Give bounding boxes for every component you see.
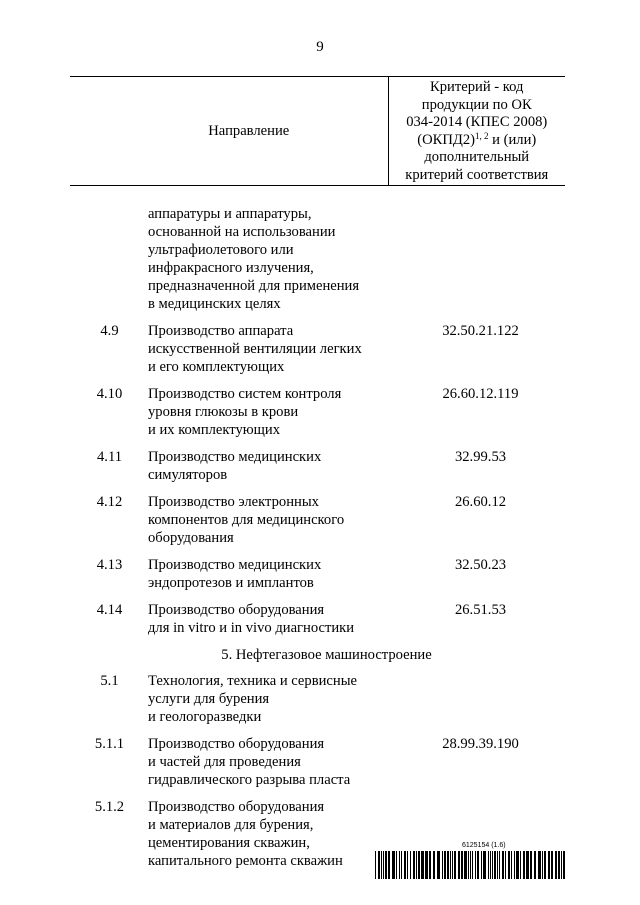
row-direction: [145, 601, 388, 646]
barcode-bar: [492, 851, 493, 879]
barcode-bar: [429, 851, 431, 879]
table-row: [70, 735, 565, 798]
barcode-bar: [458, 851, 460, 879]
barcode-bar: [454, 851, 456, 879]
barcode-bar: [447, 851, 449, 879]
barcode-label: 6125154 (1.6): [462, 842, 506, 849]
direction-line: Производство медицинских: [148, 448, 322, 465]
barcode-bar: [450, 851, 451, 879]
barcode-bar: [378, 851, 380, 879]
row-number: 4.13: [96, 556, 123, 573]
direction-line: гидравлического разрыва пласта: [148, 771, 351, 788]
barcode-bar: [563, 851, 565, 879]
barcode-bar: [548, 851, 550, 879]
direction-line: в медицинских целях: [148, 295, 281, 312]
row-code: 32.50.23: [454, 556, 507, 573]
barcode-bar: [551, 851, 553, 879]
row-code: 26.51.53: [454, 601, 507, 618]
barcode-bar: [514, 851, 515, 879]
direction-line: основанной на использовании: [148, 223, 336, 240]
row-number: 4.9: [100, 322, 119, 339]
row-direction: [145, 448, 388, 493]
table-row: [70, 322, 565, 385]
row-direction: [145, 322, 388, 385]
direction-line: Производство медицинских: [148, 556, 322, 573]
barcode-bar: [381, 851, 382, 879]
barcode-bar: [508, 851, 510, 879]
barcode-bar: [499, 851, 500, 879]
barcode-bar: [511, 851, 512, 879]
row-number: 5.1: [100, 672, 119, 689]
direction-line: оборудования: [148, 529, 234, 546]
row-code: [388, 185, 565, 322]
direction-line: Производство электронных: [148, 493, 319, 510]
row-code: 28.99.39.190: [442, 735, 519, 752]
barcode-bar: [475, 851, 476, 879]
criteria-table: [70, 76, 565, 879]
barcode-bar: [520, 851, 521, 879]
table-row: [70, 185, 565, 322]
or-label: и (или): [488, 131, 537, 148]
row-direction: [145, 185, 388, 322]
direction-line: и его комплектующих: [148, 358, 285, 375]
barcode-bar: [399, 851, 400, 879]
barcode-image: [375, 851, 565, 879]
header-criterion-line: дополнительный: [424, 149, 530, 166]
header-criterion-line: критерий соответствия: [405, 166, 549, 183]
footnote-ref: 1, 2: [475, 130, 489, 141]
okpd-label: (ОКПД2): [417, 131, 476, 148]
barcode-bar: [421, 851, 424, 879]
table-header: [70, 77, 565, 186]
row-number: 5.1.1: [94, 735, 125, 752]
barcode-bar: [477, 851, 479, 879]
row-number: 5.1.2: [94, 798, 125, 815]
row-number: 4.12: [96, 493, 123, 510]
barcode-bar: [407, 851, 408, 879]
table-row: [70, 448, 565, 493]
direction-line: капитального ремонта скважин: [148, 852, 343, 869]
direction-line: предназначенной для применения: [148, 277, 360, 294]
row-number: [70, 185, 145, 322]
barcode-bar: [472, 851, 473, 879]
table-row: [70, 385, 565, 448]
direction-line: уровня глюкозы в крови: [148, 403, 299, 420]
barcode-bar: [452, 851, 453, 879]
row-code: [388, 672, 565, 735]
barcode-bar: [375, 851, 376, 879]
direction-line: цементирования скважин,: [148, 834, 310, 851]
row-code: 26.60.12: [454, 493, 507, 510]
direction-line: эндопротезов и имплантов: [148, 574, 314, 591]
barcode-bar: [516, 851, 519, 879]
barcode-bar: [505, 851, 506, 879]
barcode-bar: [534, 851, 536, 879]
direction-line: аппаратуры и аппаратуры,: [148, 205, 312, 222]
row-direction: [145, 385, 388, 448]
table-row: [70, 556, 565, 601]
barcode-bar: [392, 851, 395, 879]
barcode-bar: [544, 851, 546, 879]
direction-line: Производство аппарата: [148, 322, 294, 339]
barcode-bar: [538, 851, 541, 879]
barcode-bar: [497, 851, 498, 879]
page-number: 9: [316, 39, 324, 55]
barcode-bar: [488, 851, 489, 879]
barcode-bar: [433, 851, 435, 879]
barcode-bar: [383, 851, 384, 879]
direction-line: для in vitro и in vivo диагностики: [148, 619, 355, 636]
table-body-medical: [70, 185, 565, 646]
row-direction: [145, 556, 388, 601]
barcode-bar: [483, 851, 486, 879]
table-row: [70, 672, 565, 735]
barcode-bar: [530, 851, 532, 879]
barcode-bar: [490, 851, 491, 879]
direction-line: Производство оборудования: [148, 601, 325, 618]
direction-line: инфракрасного излучения,: [148, 259, 314, 276]
direction-line: услуги для бурения: [148, 690, 270, 707]
barcode-bar: [526, 851, 529, 879]
barcode-bar: [523, 851, 525, 879]
row-number: 4.11: [97, 448, 122, 465]
barcode-bar: [470, 851, 471, 879]
direction-line: симуляторов: [148, 466, 228, 483]
direction-line: искусственной вентиляции легких: [148, 340, 362, 357]
barcode-bar: [404, 851, 406, 879]
direction-line: ультрафиолетового или: [148, 241, 294, 258]
header-criterion-line: [389, 132, 566, 150]
barcode-bar: [425, 851, 428, 879]
barcode-bar: [468, 851, 469, 879]
barcode-bar: [416, 851, 417, 879]
header-criterion: [388, 77, 565, 186]
barcode-bar: [558, 851, 560, 879]
row-direction: [145, 798, 388, 879]
barcode-bar: [464, 851, 467, 879]
barcode-bar: [418, 851, 420, 879]
barcode-bar: [401, 851, 402, 879]
barcode-bar: [481, 851, 482, 879]
header-direction: Направление: [70, 77, 388, 186]
table-row: [70, 493, 565, 556]
barcode-bar: [396, 851, 397, 879]
direction-line: и материалов для бурения,: [148, 816, 314, 833]
header-criterion-line: Критерий - код: [430, 79, 524, 95]
barcode-bar: [413, 851, 415, 879]
barcode-bar: [461, 851, 463, 879]
barcode-bar: [410, 851, 411, 879]
barcode-bar: [442, 851, 443, 879]
table-row: [70, 601, 565, 646]
direction-line: и геологоразведки: [148, 708, 262, 725]
barcode-bar: [542, 851, 543, 879]
row-direction: [145, 672, 388, 735]
row-number: 4.10: [96, 385, 123, 402]
barcode-bar: [437, 851, 440, 879]
section-title: 5. Нефтегазовое машиностроение: [221, 646, 432, 663]
barcode-bar: [444, 851, 446, 879]
direction-line: и частей для проведения: [148, 753, 301, 770]
direction-line: и их комплектующих: [148, 421, 281, 438]
barcode-bar: [494, 851, 496, 879]
row-code: 26.60.12.119: [442, 385, 519, 402]
header-criterion-line: 034-2014 (КПЕС 2008): [406, 114, 548, 131]
header-criterion-line: продукции по ОК: [421, 96, 532, 113]
barcode-bar: [561, 851, 562, 879]
barcode-bar: [555, 851, 557, 879]
direction-line: компонентов для медицинского: [148, 511, 345, 528]
row-code: 32.50.21.122: [442, 322, 519, 339]
section-heading-row: [70, 646, 565, 672]
barcode-bar: [388, 851, 390, 879]
barcode-bar: [385, 851, 387, 879]
row-direction: [145, 493, 388, 556]
direction-line: Технология, техника и сервисные: [148, 672, 357, 689]
direction-line: Производство оборудования: [148, 798, 325, 815]
row-number: 4.14: [96, 601, 123, 618]
direction-line: Производство оборудования: [148, 735, 325, 752]
barcode-bar: [502, 851, 504, 879]
row-direction: [145, 735, 388, 798]
direction-line: Производство систем контроля: [148, 385, 342, 402]
row-code: 32.99.53: [454, 448, 507, 465]
